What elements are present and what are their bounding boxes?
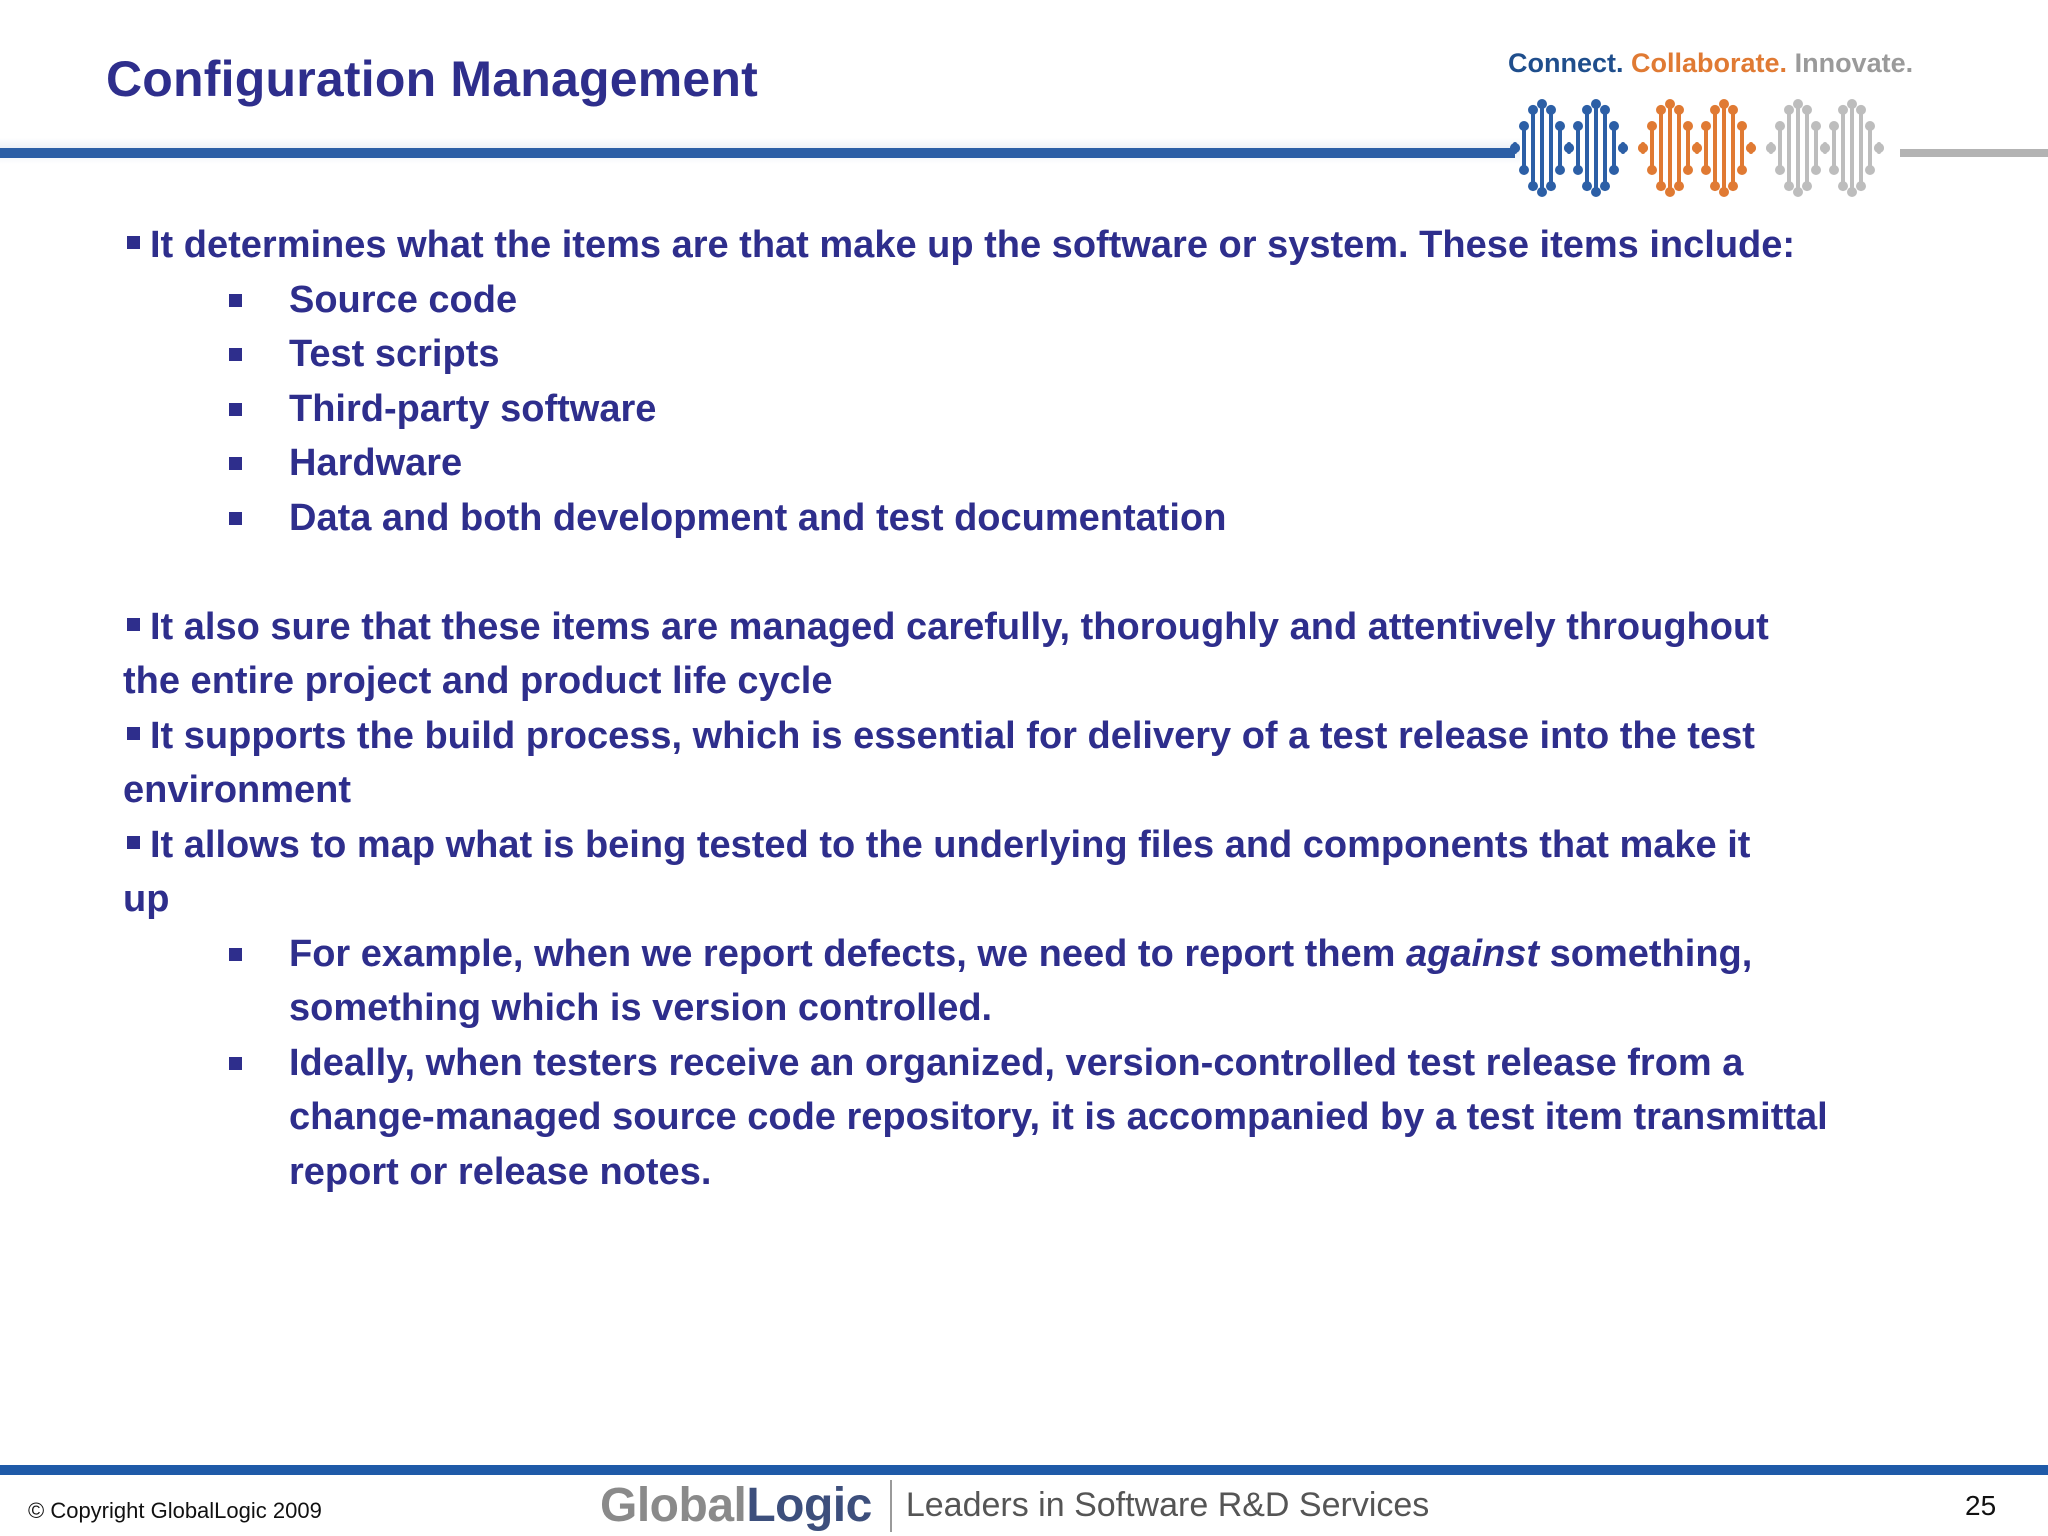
sub-item-continuation: report or release notes. bbox=[289, 1150, 712, 1193]
sub-bullet-marker bbox=[229, 294, 242, 307]
sub-item-text: Ideally, when testers receive an organized, version-controlled test release from a bbox=[289, 1041, 1744, 1084]
tagline bbox=[1508, 48, 1913, 79]
sub-list-item bbox=[123, 491, 1903, 546]
sub-item-continuation: something which is version controlled. bbox=[289, 987, 993, 1029]
sub-bullet-marker bbox=[229, 457, 242, 470]
bullet-continuation: the entire project and product life cycle bbox=[123, 660, 833, 702]
sub-bullet-marker bbox=[229, 948, 242, 961]
example-text-pre: For example, when we report defects, we need to report them bbox=[289, 932, 1407, 975]
sub-item-continuation: change-managed source code repository, it is accompanied by a test item transmittal bbox=[289, 1096, 1828, 1138]
sub-item-text: Test scripts bbox=[289, 333, 500, 375]
sub-item-text: Data and both development and test documentation bbox=[289, 496, 1227, 539]
sub-list-item bbox=[123, 273, 1903, 328]
sub-item-text: Third-party software bbox=[289, 387, 657, 430]
example-text-post: something, bbox=[1539, 932, 1753, 975]
sub-bullet-marker bbox=[229, 512, 242, 525]
bullet-item: It supports the build process, which is essential for delivery of a test release into the test bbox=[123, 709, 1903, 764]
logo-global: Global bbox=[600, 1479, 747, 1532]
sub-bullet-marker bbox=[229, 403, 242, 416]
sub-bullet-marker bbox=[229, 348, 242, 361]
footer-rule bbox=[0, 1465, 2048, 1475]
bullet-continuation: up bbox=[123, 878, 170, 920]
sub-list-item bbox=[123, 436, 1903, 491]
sub-list-item bbox=[123, 927, 1903, 982]
sub-list-item bbox=[123, 382, 1903, 437]
sub-list-item bbox=[123, 327, 1903, 382]
example-text-italic: against bbox=[1406, 932, 1540, 975]
page-number: 25 bbox=[1965, 1490, 1997, 1521]
sub-item-text: Hardware bbox=[289, 442, 463, 484]
bullet-item: It also sure that these items are managed carefully, thoroughly and attentively throughout bbox=[123, 600, 1903, 655]
copyright: © Copyright GlobalLogic 2009 bbox=[28, 1498, 322, 1523]
globallogic-logo bbox=[600, 1478, 872, 1533]
logo-separator bbox=[890, 1480, 892, 1532]
sub-list-item bbox=[123, 1036, 1903, 1091]
brand-footer bbox=[600, 1478, 1429, 1533]
slide-body bbox=[123, 218, 1903, 1199]
bullet-item: It determines what the items are that make up the software or system. These items include: bbox=[123, 218, 1903, 273]
header-rule bbox=[0, 148, 1515, 158]
bullet-continuation: environment bbox=[123, 769, 352, 811]
brand-tagline: Leaders in Software R&D Services bbox=[905, 1486, 1430, 1524]
logo-logic: Logic bbox=[746, 1479, 872, 1532]
tagline-collaborate: Collaborate. bbox=[1631, 48, 1788, 78]
header-rule-gray bbox=[1900, 149, 2048, 157]
tagline-innovate: Innovate. bbox=[1794, 48, 1914, 78]
bullet-item: It allows to map what is being tested to the underlying files and components that make it bbox=[123, 818, 1903, 873]
tagline-connect: Connect. bbox=[1508, 48, 1624, 78]
sub-bullet-marker bbox=[229, 1057, 242, 1070]
sub-item-text: Source code bbox=[289, 278, 518, 321]
dna-helix-icon bbox=[1505, 88, 1915, 208]
slide-title: Configuration Management bbox=[106, 51, 759, 107]
spacer bbox=[123, 545, 1903, 600]
